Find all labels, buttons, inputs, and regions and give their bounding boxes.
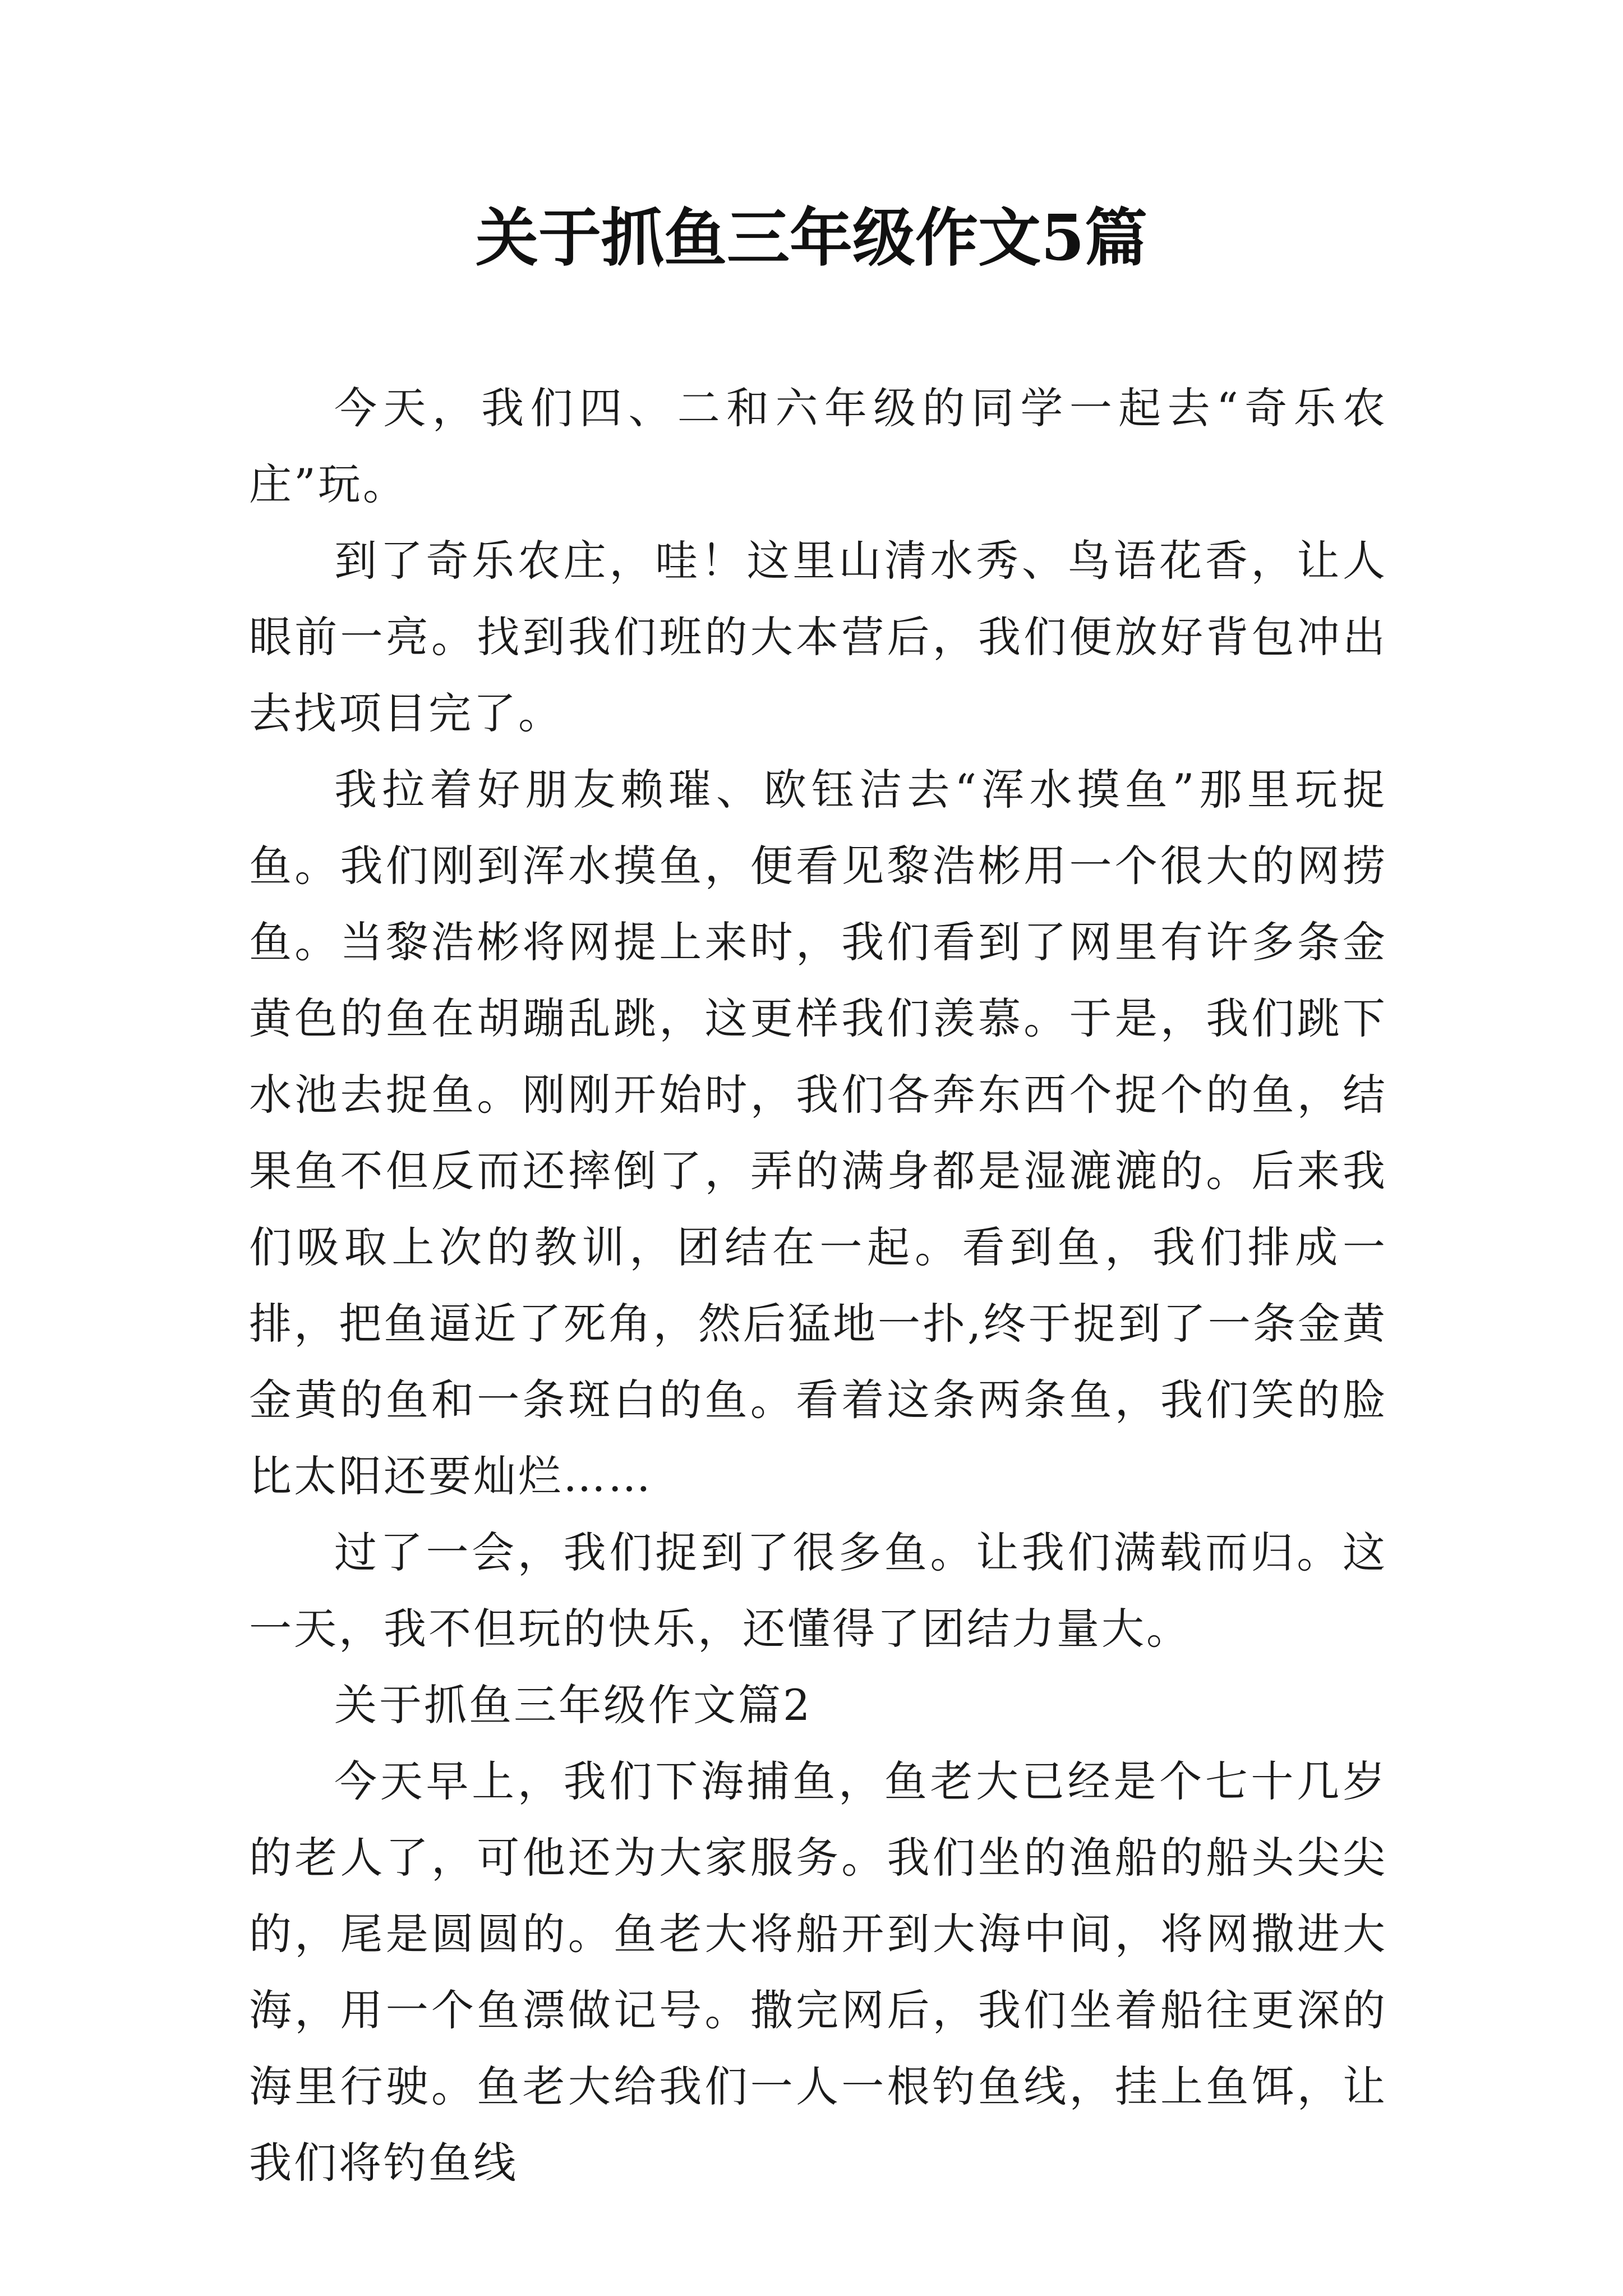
paragraph: 过了一会，我们捉到了很多鱼。让我们满载而归。这一天，我不但玩的快乐，还懂得了团结力量大。 [249,1527,1387,1654]
paragraph: 到了奇乐农庄，哇！这里山清水秀、鸟语花香，让人眼前一亮。找到我们班的大本营后，我们便放好背包冲出去找项目完了。 [249,536,1387,738]
section-heading: 关于抓鱼三年级作文篇2 [334,1680,813,1730]
document-body [249,370,1387,2201]
paragraph: 今天，我们四、二和六年级的同学一起去“奇乐农庄”玩。 [249,383,1387,509]
paragraph: 今天早上，我们下海捕鱼，鱼老大已经是个七十几岁的老人了，可他还为大家服务。我们坐的渔船的船头尖尖的，尾是圆圆的。鱼老大将船开到大海中间，将网撒进大海，用一个鱼漂做记号。撒完网后，我们坐着船往更深的海里行驶。鱼老大给我们一人一根钓鱼线，挂上鱼饵，让我们将钓鱼线 [249,1756,1387,2188]
paragraph: 我拉着好朋友赖璀、欧钰洁去“浑水摸鱼”那里玩捉鱼。我们刚到浑水摸鱼，便看见黎浩彬用一个很大的网捞鱼。当黎浩彬将网提上来时，我们看到了网里有许多条金黄色的鱼在胡蹦乱跳，这更样我们羡慕。于是，我们跳下水池去捉鱼。刚刚开始时，我们各奔东西个捉个的鱼，结果鱼不但反而还摔倒了，弄的满身都是湿漉漉的。后来我们吸取上次的教训，团结在一起。看到鱼，我们排成一排，把鱼逼近了死角，然后猛地一扑,终于捉到了一条金黄金黄的鱼和一条斑白的鱼。看着这条两条鱼，我们笑的脸比太阳还要灿烂…… [249,765,1387,1501]
document-title: 关于抓鱼三年级作文5篇 [476,201,1147,275]
